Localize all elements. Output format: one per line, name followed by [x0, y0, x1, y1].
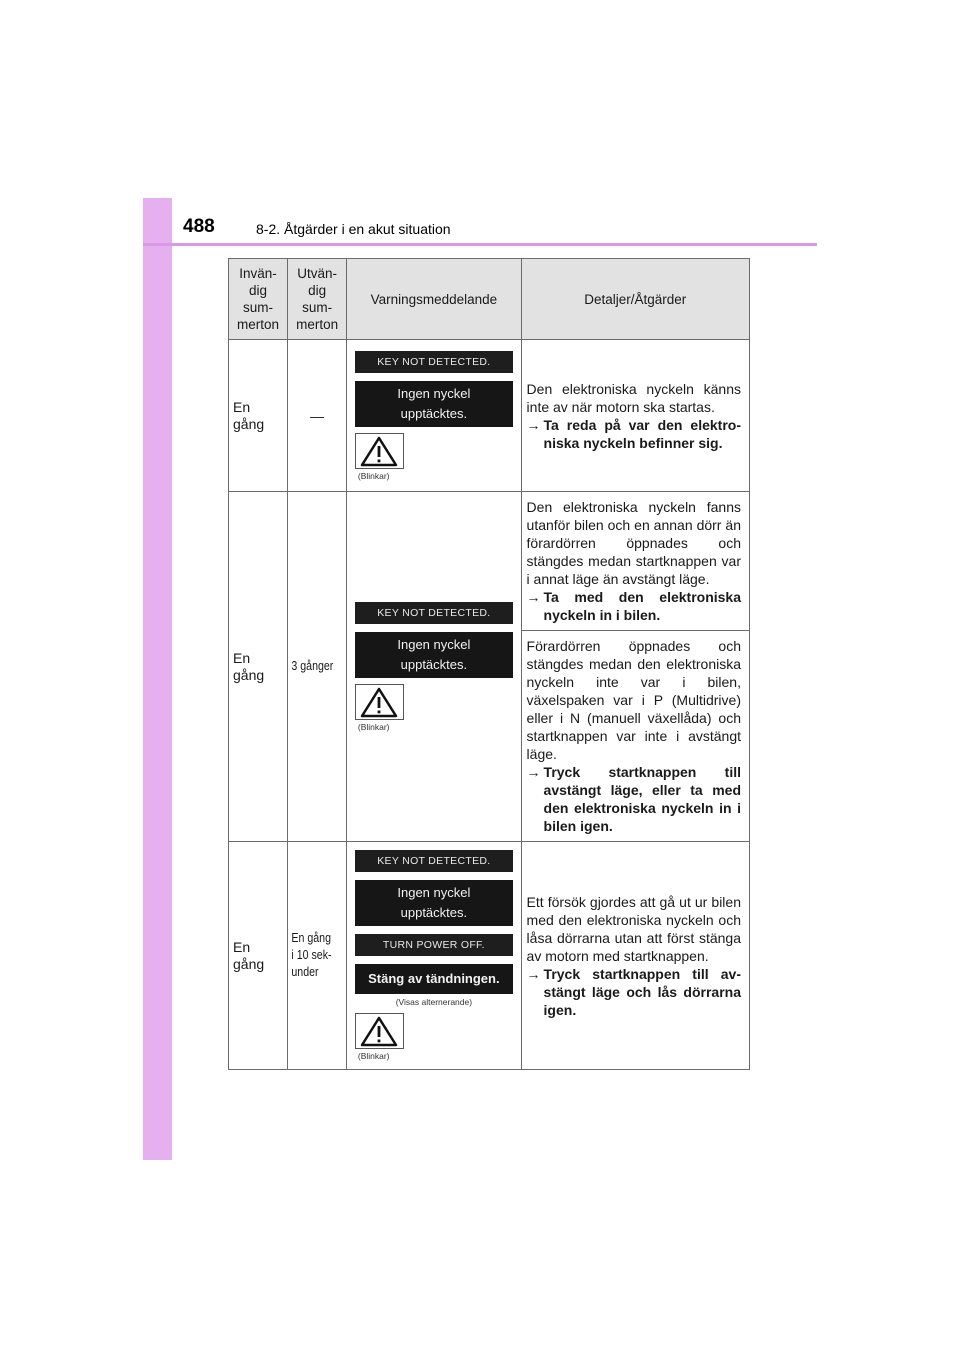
detail-text: Ett försök gjordes att gå ut ur bilen med den elektroniska nyckeln och låsa dörrarna utan att först stänga av motorn med startknappen.: [526, 893, 741, 964]
header-details: Detaljer/Åtgärder: [521, 259, 749, 340]
detail-block: [522, 492, 749, 630]
chapter-sidebar-tab: [143, 198, 172, 1160]
arrow-icon: →: [526, 965, 541, 982]
table-row: [229, 842, 750, 1070]
warning-message-cell: [347, 842, 521, 1070]
display-text-english-2: TURN POWER OFF.: [355, 934, 513, 956]
header-outside-buzzer: Utvän- dig sum- merton: [288, 259, 347, 340]
header-warning-message: Varningsmeddelande: [347, 259, 521, 340]
display-text-swedish: Ingen nyckel upptäcktes.: [355, 632, 513, 678]
display-text-english: KEY NOT DETECTED.: [355, 351, 513, 373]
display-text-english: KEY NOT DETECTED.: [355, 850, 513, 872]
action-text: Tryck startknappen till avstängt läge och lås dörrarna igen.: [543, 965, 741, 1018]
outside-buzzer-count: 3 gånger: [288, 492, 347, 842]
display-text-swedish: Ingen nyckel upptäcktes.: [355, 880, 513, 926]
details-cell: [521, 842, 749, 1070]
alternating-caption: (Visas alternerande): [395, 997, 473, 1007]
warning-symbol-group: [355, 684, 513, 732]
action-item: [527, 763, 741, 835]
display-text-swedish: Ingen nyckel upptäcktes.: [355, 381, 513, 427]
header-inside-buzzer: Invän- dig sum- merton: [229, 259, 288, 340]
display-text-english: KEY NOT DETECTED.: [355, 602, 513, 624]
arrow-icon: →: [526, 416, 541, 433]
section-title: 8-2. Åtgärder i en akut situation: [256, 221, 451, 237]
inside-buzzer-count: En gång: [229, 340, 288, 492]
detail-text: Den elektroniska nyckeln fanns utanför bilen och en annan dörr än förardörren öppnades och stängdes medan startknappen var i annat läge än avstängt läge.: [526, 499, 741, 587]
detail-block: [522, 630, 749, 841]
table-row: [229, 492, 750, 842]
warning-triangle-icon: [355, 1013, 404, 1049]
table-row: [229, 340, 750, 492]
display-text-swedish-2: Stäng av tändningen.: [355, 964, 513, 994]
warning-symbol-group: [355, 1013, 513, 1061]
blink-caption: (Blinkar): [357, 470, 390, 481]
blink-caption: (Blinkar): [357, 721, 390, 732]
warning-triangle-icon: [355, 433, 404, 469]
action-item: [527, 588, 741, 624]
action-text: Tryck startknappen till avstängt läge, eller ta med den elektroniska nyckeln in i bilen igen.: [543, 764, 741, 834]
page-number: 488: [183, 216, 215, 237]
arrow-icon: →: [526, 589, 541, 605]
action-item: [527, 416, 741, 452]
blink-caption: (Blinkar): [357, 1051, 390, 1061]
arrow-icon: →: [526, 764, 541, 780]
warning-message-cell: [347, 492, 521, 842]
details-cell: [521, 492, 749, 842]
outside-buzzer-count: —: [288, 340, 347, 492]
detail-text: Förardörren öppnades och stängdes medan den elektroniska nyckeln inte var i bilen, växelspaken var i P (Multidrive) eller i N (manuell växellåda) och startknappen var inte i avstängt läge.: [526, 638, 741, 762]
inside-buzzer-count: En gång: [229, 492, 288, 842]
inside-buzzer-count: En gång: [229, 842, 288, 1070]
warning-symbol-group: [355, 433, 513, 481]
warning-triangle-icon: [355, 684, 404, 720]
action-text: Ta med den elektroniska nyckeln in i bilen.: [543, 589, 741, 623]
action-item: [527, 965, 741, 1019]
detail-text: Den elektroniska nyckeln känns inte av när motorn ska startas.: [526, 380, 741, 415]
header-rule: [143, 243, 817, 246]
action-text: Ta reda på var den elektroniska nyckeln befinner sig.: [543, 416, 741, 451]
outside-buzzer-count: En gång i 10 sek- under: [288, 842, 347, 1070]
warning-messages-table: [228, 258, 750, 1070]
details-cell: [521, 340, 749, 492]
warning-message-cell: [347, 340, 521, 492]
table-header-row: [229, 259, 750, 340]
